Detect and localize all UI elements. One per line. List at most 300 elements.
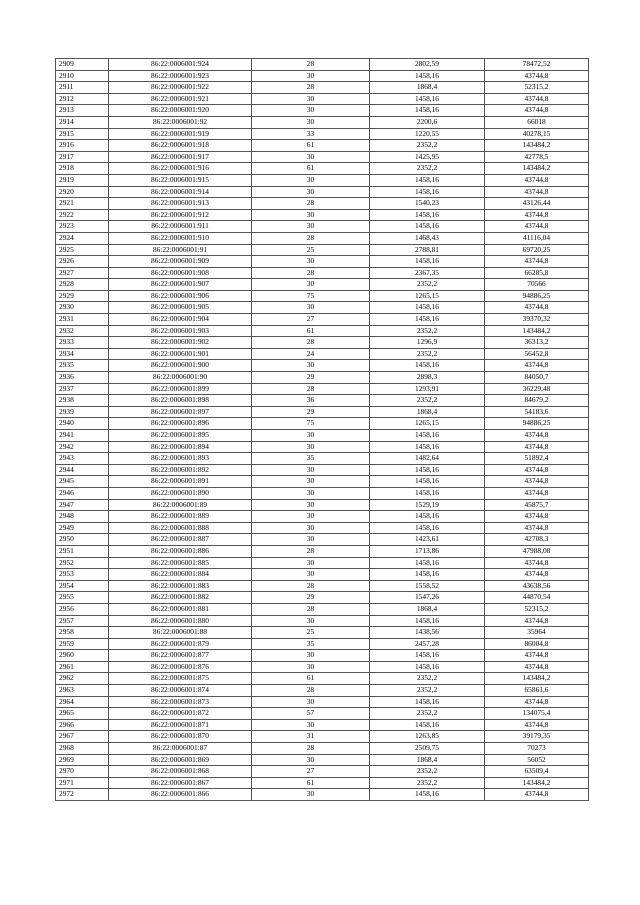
table-row bbox=[56, 151, 589, 163]
rate-value: 1423,61 bbox=[370, 534, 485, 546]
cadastral-number: 86:22:0006001:874 bbox=[109, 685, 252, 697]
total-value: 43744,8 bbox=[485, 209, 589, 221]
cadastral-number: 86:22:0006001:88 bbox=[109, 627, 252, 639]
rate-value: 1458,16 bbox=[370, 221, 485, 233]
area-value: 30 bbox=[252, 279, 370, 291]
cadastral-number: 86:22:0006001:911 bbox=[109, 221, 252, 233]
table-row bbox=[56, 116, 589, 128]
area-value: 30 bbox=[252, 221, 370, 233]
cadastral-number: 86:22:0006001:910 bbox=[109, 232, 252, 244]
cadastral-number: 86:22:0006001:903 bbox=[109, 325, 252, 337]
cadastral-number: 86:22:0006001:887 bbox=[109, 534, 252, 546]
total-value: 143484,2 bbox=[485, 325, 589, 337]
rate-value: 2802,59 bbox=[370, 59, 485, 71]
row-number: 2945 bbox=[56, 476, 109, 488]
cadastral-number: 86:22:0006001:900 bbox=[109, 360, 252, 372]
area-value: 75 bbox=[252, 290, 370, 302]
rate-value: 1458,16 bbox=[370, 476, 485, 488]
rate-value: 1458,16 bbox=[370, 70, 485, 82]
table-row bbox=[56, 545, 589, 557]
area-value: 30 bbox=[252, 511, 370, 523]
area-value: 28 bbox=[252, 59, 370, 71]
cadastral-number: 86:22:0006001:873 bbox=[109, 696, 252, 708]
area-value: 30 bbox=[252, 487, 370, 499]
area-value: 61 bbox=[252, 777, 370, 789]
table-row bbox=[56, 650, 589, 662]
rate-value: 2788,81 bbox=[370, 244, 485, 256]
row-number: 2912 bbox=[56, 93, 109, 105]
rate-value: 1868,4 bbox=[370, 82, 485, 94]
row-number: 2922 bbox=[56, 209, 109, 221]
table-row bbox=[56, 627, 589, 639]
area-value: 57 bbox=[252, 708, 370, 720]
total-value: 69720,25 bbox=[485, 244, 589, 256]
total-value: 43744,8 bbox=[485, 93, 589, 105]
rate-value: 1458,16 bbox=[370, 719, 485, 731]
rate-value: 2352,2 bbox=[370, 777, 485, 789]
row-number: 2942 bbox=[56, 441, 109, 453]
total-value: 143484,2 bbox=[485, 140, 589, 152]
area-value: 30 bbox=[252, 464, 370, 476]
rate-value: 1425,95 bbox=[370, 151, 485, 163]
table-row bbox=[56, 534, 589, 546]
row-number: 2936 bbox=[56, 372, 109, 384]
cadastral-number: 86:22:0006001:902 bbox=[109, 337, 252, 349]
area-value: 30 bbox=[252, 534, 370, 546]
rate-value: 2352,2 bbox=[370, 348, 485, 360]
row-number: 2961 bbox=[56, 661, 109, 673]
area-value: 30 bbox=[252, 186, 370, 198]
row-number: 2920 bbox=[56, 186, 109, 198]
table-row bbox=[56, 348, 589, 360]
total-value: 54183,6 bbox=[485, 406, 589, 418]
row-number: 2932 bbox=[56, 325, 109, 337]
area-value: 35 bbox=[252, 453, 370, 465]
row-number: 2923 bbox=[56, 221, 109, 233]
total-value: 143484,2 bbox=[485, 777, 589, 789]
rate-value: 2352,2 bbox=[370, 395, 485, 407]
total-value: 51892,4 bbox=[485, 453, 589, 465]
rate-value: 2367,35 bbox=[370, 267, 485, 279]
table-row bbox=[56, 186, 589, 198]
row-number: 2916 bbox=[56, 140, 109, 152]
row-number: 2914 bbox=[56, 116, 109, 128]
table-row bbox=[56, 789, 589, 801]
row-number: 2964 bbox=[56, 696, 109, 708]
row-number: 2944 bbox=[56, 464, 109, 476]
table-row bbox=[56, 464, 589, 476]
cadastral-number: 86:22:0006001:880 bbox=[109, 615, 252, 627]
table-row bbox=[56, 140, 589, 152]
rate-value: 2352,2 bbox=[370, 163, 485, 175]
rate-value: 1458,16 bbox=[370, 105, 485, 117]
rate-value: 1529,19 bbox=[370, 499, 485, 511]
total-value: 43744,8 bbox=[485, 557, 589, 569]
total-value: 94886,25 bbox=[485, 418, 589, 430]
cadastral-number: 86:22:0006001:884 bbox=[109, 569, 252, 581]
table-row bbox=[56, 487, 589, 499]
total-value: 35964 bbox=[485, 627, 589, 639]
row-number: 2957 bbox=[56, 615, 109, 627]
rate-value: 2457,28 bbox=[370, 638, 485, 650]
table-row bbox=[56, 592, 589, 604]
rate-value: 1293,91 bbox=[370, 383, 485, 395]
cadastral-number: 86:22:0006001:894 bbox=[109, 441, 252, 453]
table-row bbox=[56, 441, 589, 453]
total-value: 40278,15 bbox=[485, 128, 589, 140]
row-number: 2915 bbox=[56, 128, 109, 140]
total-value: 43126,44 bbox=[485, 198, 589, 210]
rate-value: 1868,4 bbox=[370, 603, 485, 615]
rate-value: 1558,52 bbox=[370, 580, 485, 592]
table-row bbox=[56, 209, 589, 221]
table-row bbox=[56, 302, 589, 314]
row-number: 2952 bbox=[56, 557, 109, 569]
rate-value: 1265,15 bbox=[370, 418, 485, 430]
area-value: 29 bbox=[252, 406, 370, 418]
total-value: 43744,8 bbox=[485, 511, 589, 523]
area-value: 30 bbox=[252, 615, 370, 627]
rate-value: 1263,85 bbox=[370, 731, 485, 743]
area-value: 30 bbox=[252, 557, 370, 569]
table-row bbox=[56, 105, 589, 117]
cadastral-number: 86:22:0006001:899 bbox=[109, 383, 252, 395]
total-value: 39370,32 bbox=[485, 314, 589, 326]
rate-value: 1458,16 bbox=[370, 186, 485, 198]
total-value: 94886,25 bbox=[485, 290, 589, 302]
cadastral-number: 86:22:0006001:907 bbox=[109, 279, 252, 291]
table-row bbox=[56, 685, 589, 697]
area-value: 36 bbox=[252, 395, 370, 407]
area-value: 30 bbox=[252, 754, 370, 766]
table-row bbox=[56, 673, 589, 685]
area-value: 61 bbox=[252, 673, 370, 685]
area-value: 30 bbox=[252, 151, 370, 163]
cadastral-number: 86:22:0006001:920 bbox=[109, 105, 252, 117]
table-row bbox=[56, 766, 589, 778]
table-row bbox=[56, 615, 589, 627]
area-value: 28 bbox=[252, 198, 370, 210]
rate-value: 1458,16 bbox=[370, 650, 485, 662]
area-value: 28 bbox=[252, 383, 370, 395]
cadastral-number: 86:22:0006001:92 bbox=[109, 116, 252, 128]
table-row bbox=[56, 476, 589, 488]
row-number: 2970 bbox=[56, 766, 109, 778]
cadastral-number: 86:22:0006001:906 bbox=[109, 290, 252, 302]
cadastral-number: 86:22:0006001:91 bbox=[109, 244, 252, 256]
area-value: 30 bbox=[252, 174, 370, 186]
cadastral-number: 86:22:0006001:89 bbox=[109, 499, 252, 511]
area-value: 30 bbox=[252, 256, 370, 268]
total-value: 66285,8 bbox=[485, 267, 589, 279]
cadastral-number: 86:22:0006001:886 bbox=[109, 545, 252, 557]
cadastral-number: 86:22:0006001:924 bbox=[109, 59, 252, 71]
rate-value: 1458,16 bbox=[370, 511, 485, 523]
table-row bbox=[56, 430, 589, 442]
cadastral-number: 86:22:0006001:898 bbox=[109, 395, 252, 407]
cadastral-number: 86:22:0006001:921 bbox=[109, 93, 252, 105]
table-row bbox=[56, 557, 589, 569]
rate-value: 1458,16 bbox=[370, 93, 485, 105]
total-value: 43744,8 bbox=[485, 302, 589, 314]
table-row bbox=[56, 731, 589, 743]
area-value: 30 bbox=[252, 430, 370, 442]
table-row bbox=[56, 499, 589, 511]
rate-value: 1458,16 bbox=[370, 441, 485, 453]
cadastral-number: 86:22:0006001:913 bbox=[109, 198, 252, 210]
rate-value: 2352,2 bbox=[370, 708, 485, 720]
rate-value: 1458,16 bbox=[370, 615, 485, 627]
table-row bbox=[56, 696, 589, 708]
area-value: 61 bbox=[252, 325, 370, 337]
rate-value: 1458,16 bbox=[370, 314, 485, 326]
cadastral-number: 86:22:0006001:885 bbox=[109, 557, 252, 569]
area-value: 30 bbox=[252, 116, 370, 128]
total-value: 43744,8 bbox=[485, 464, 589, 476]
area-value: 75 bbox=[252, 418, 370, 430]
rate-value: 1468,43 bbox=[370, 232, 485, 244]
row-number: 2969 bbox=[56, 754, 109, 766]
rate-value: 2352,2 bbox=[370, 685, 485, 697]
area-value: 30 bbox=[252, 105, 370, 117]
row-number: 2965 bbox=[56, 708, 109, 720]
total-value: 43744,8 bbox=[485, 615, 589, 627]
rate-value: 1458,16 bbox=[370, 256, 485, 268]
row-number: 2950 bbox=[56, 534, 109, 546]
rate-value: 1458,16 bbox=[370, 360, 485, 372]
area-value: 28 bbox=[252, 580, 370, 592]
area-value: 27 bbox=[252, 314, 370, 326]
rate-value: 2352,2 bbox=[370, 140, 485, 152]
total-value: 43744,8 bbox=[485, 105, 589, 117]
total-value: 39179,35 bbox=[485, 731, 589, 743]
area-value: 30 bbox=[252, 476, 370, 488]
total-value: 45875,7 bbox=[485, 499, 589, 511]
area-value: 28 bbox=[252, 603, 370, 615]
rate-value: 2352,2 bbox=[370, 325, 485, 337]
total-value: 43744,8 bbox=[485, 174, 589, 186]
total-value: 84050,7 bbox=[485, 372, 589, 384]
total-value: 43744,8 bbox=[485, 430, 589, 442]
table-row bbox=[56, 603, 589, 615]
row-number: 2958 bbox=[56, 627, 109, 639]
area-value: 35 bbox=[252, 638, 370, 650]
total-value: 43744,8 bbox=[485, 569, 589, 581]
total-value: 56452,8 bbox=[485, 348, 589, 360]
cadastral-number: 86:22:0006001:877 bbox=[109, 650, 252, 662]
row-number: 2939 bbox=[56, 406, 109, 418]
total-value: 36229,48 bbox=[485, 383, 589, 395]
rate-value: 2509,75 bbox=[370, 743, 485, 755]
rate-value: 1458,16 bbox=[370, 430, 485, 442]
cadastral-number: 86:22:0006001:876 bbox=[109, 661, 252, 673]
cadastral-number: 86:22:0006001:888 bbox=[109, 522, 252, 534]
cadastral-number: 86:22:0006001:869 bbox=[109, 754, 252, 766]
area-value: 30 bbox=[252, 360, 370, 372]
row-number: 2956 bbox=[56, 603, 109, 615]
row-number: 2919 bbox=[56, 174, 109, 186]
row-number: 2943 bbox=[56, 453, 109, 465]
row-number: 2911 bbox=[56, 82, 109, 94]
area-value: 30 bbox=[252, 441, 370, 453]
rate-value: 1458,16 bbox=[370, 174, 485, 186]
total-value: 84679,2 bbox=[485, 395, 589, 407]
table-row bbox=[56, 82, 589, 94]
cadastral-number: 86:22:0006001:923 bbox=[109, 70, 252, 82]
row-number: 2968 bbox=[56, 743, 109, 755]
area-value: 30 bbox=[252, 661, 370, 673]
row-number: 2960 bbox=[56, 650, 109, 662]
total-value: 42778,5 bbox=[485, 151, 589, 163]
rate-value: 1868,4 bbox=[370, 754, 485, 766]
cadastral-number: 86:22:0006001:895 bbox=[109, 430, 252, 442]
area-value: 24 bbox=[252, 348, 370, 360]
cadastral-table bbox=[55, 58, 589, 801]
total-value: 43744,8 bbox=[485, 360, 589, 372]
total-value: 143484,2 bbox=[485, 673, 589, 685]
row-number: 2927 bbox=[56, 267, 109, 279]
cadastral-number: 86:22:0006001:915 bbox=[109, 174, 252, 186]
area-value: 28 bbox=[252, 685, 370, 697]
area-value: 27 bbox=[252, 766, 370, 778]
total-value: 43744,8 bbox=[485, 487, 589, 499]
rate-value: 1458,16 bbox=[370, 696, 485, 708]
rate-value: 2898,3 bbox=[370, 372, 485, 384]
area-value: 30 bbox=[252, 499, 370, 511]
total-value: 42708,3 bbox=[485, 534, 589, 546]
table-row bbox=[56, 198, 589, 210]
row-number: 2971 bbox=[56, 777, 109, 789]
cadastral-number: 86:22:0006001:919 bbox=[109, 128, 252, 140]
cadastral-number: 86:22:0006001:871 bbox=[109, 719, 252, 731]
row-number: 2954 bbox=[56, 580, 109, 592]
rate-value: 1458,16 bbox=[370, 464, 485, 476]
table-row bbox=[56, 174, 589, 186]
total-value: 66018 bbox=[485, 116, 589, 128]
row-number: 2948 bbox=[56, 511, 109, 523]
rate-value: 2200,6 bbox=[370, 116, 485, 128]
cadastral-number: 86:22:0006001:897 bbox=[109, 406, 252, 418]
row-number: 2928 bbox=[56, 279, 109, 291]
rate-value: 1547,26 bbox=[370, 592, 485, 604]
row-number: 2937 bbox=[56, 383, 109, 395]
cadastral-number: 86:22:0006001:87 bbox=[109, 743, 252, 755]
cadastral-number: 86:22:0006001:917 bbox=[109, 151, 252, 163]
table-row bbox=[56, 93, 589, 105]
cadastral-number: 86:22:0006001:904 bbox=[109, 314, 252, 326]
total-value: 63509,4 bbox=[485, 766, 589, 778]
table-row bbox=[56, 708, 589, 720]
row-number: 2917 bbox=[56, 151, 109, 163]
total-value: 52315,2 bbox=[485, 603, 589, 615]
area-value: 30 bbox=[252, 522, 370, 534]
area-value: 28 bbox=[252, 232, 370, 244]
cadastral-number: 86:22:0006001:914 bbox=[109, 186, 252, 198]
cadastral-number: 86:22:0006001:893 bbox=[109, 453, 252, 465]
table-row bbox=[56, 569, 589, 581]
table-row bbox=[56, 406, 589, 418]
table-row bbox=[56, 580, 589, 592]
total-value: 43744,8 bbox=[485, 70, 589, 82]
table-row bbox=[56, 511, 589, 523]
table-row bbox=[56, 418, 589, 430]
row-number: 2929 bbox=[56, 290, 109, 302]
rate-value: 1868,4 bbox=[370, 406, 485, 418]
rate-value: 1482,64 bbox=[370, 453, 485, 465]
area-value: 61 bbox=[252, 140, 370, 152]
total-value: 143484,2 bbox=[485, 163, 589, 175]
total-value: 56052 bbox=[485, 754, 589, 766]
table-row bbox=[56, 453, 589, 465]
rate-value: 1713,86 bbox=[370, 545, 485, 557]
area-value: 25 bbox=[252, 627, 370, 639]
cadastral-number: 86:22:0006001:908 bbox=[109, 267, 252, 279]
table-row bbox=[56, 70, 589, 82]
table-row bbox=[56, 221, 589, 233]
total-value: 78472,52 bbox=[485, 59, 589, 71]
total-value: 43744,8 bbox=[485, 650, 589, 662]
cadastral-number: 86:22:0006001:870 bbox=[109, 731, 252, 743]
rate-value: 1458,16 bbox=[370, 789, 485, 801]
cadastral-number: 86:22:0006001:866 bbox=[109, 789, 252, 801]
row-number: 2918 bbox=[56, 163, 109, 175]
total-value: 43744,8 bbox=[485, 441, 589, 453]
cadastral-number: 86:22:0006001:896 bbox=[109, 418, 252, 430]
total-value: 86004,8 bbox=[485, 638, 589, 650]
area-value: 31 bbox=[252, 731, 370, 743]
row-number: 2910 bbox=[56, 70, 109, 82]
cadastral-number: 86:22:0006001:867 bbox=[109, 777, 252, 789]
row-number: 2926 bbox=[56, 256, 109, 268]
row-number: 2953 bbox=[56, 569, 109, 581]
table-row bbox=[56, 267, 589, 279]
table-row bbox=[56, 777, 589, 789]
table-row bbox=[56, 59, 589, 71]
row-number: 2933 bbox=[56, 337, 109, 349]
row-number: 2967 bbox=[56, 731, 109, 743]
area-value: 28 bbox=[252, 743, 370, 755]
cadastral-number: 86:22:0006001:879 bbox=[109, 638, 252, 650]
rate-value: 2352,2 bbox=[370, 766, 485, 778]
row-number: 2947 bbox=[56, 499, 109, 511]
cadastral-number: 86:22:0006001:912 bbox=[109, 209, 252, 221]
total-value: 43744,8 bbox=[485, 522, 589, 534]
row-number: 2935 bbox=[56, 360, 109, 372]
area-value: 30 bbox=[252, 93, 370, 105]
table-row bbox=[56, 314, 589, 326]
area-value: 30 bbox=[252, 719, 370, 731]
row-number: 2921 bbox=[56, 198, 109, 210]
rate-value: 1458,16 bbox=[370, 487, 485, 499]
table-row bbox=[56, 638, 589, 650]
row-number: 2959 bbox=[56, 638, 109, 650]
rate-value: 2352,2 bbox=[370, 279, 485, 291]
area-value: 29 bbox=[252, 592, 370, 604]
cadastral-number: 86:22:0006001:901 bbox=[109, 348, 252, 360]
total-value: 43744,8 bbox=[485, 221, 589, 233]
cadastral-number: 86:22:0006001:882 bbox=[109, 592, 252, 604]
rate-value: 1458,16 bbox=[370, 557, 485, 569]
total-value: 43638,56 bbox=[485, 580, 589, 592]
area-value: 30 bbox=[252, 569, 370, 581]
area-value: 30 bbox=[252, 70, 370, 82]
total-value: 36313,2 bbox=[485, 337, 589, 349]
row-number: 2946 bbox=[56, 487, 109, 499]
rate-value: 1438,56 bbox=[370, 627, 485, 639]
rate-value: 1458,16 bbox=[370, 209, 485, 221]
cadastral-number: 86:22:0006001:909 bbox=[109, 256, 252, 268]
table-row bbox=[56, 232, 589, 244]
